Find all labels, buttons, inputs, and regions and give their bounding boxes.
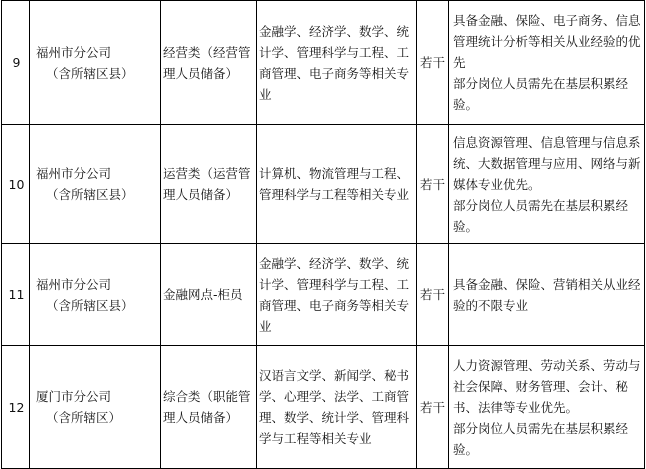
city-scope: （含所辖区县） (46, 65, 134, 81)
requirement-cell (449, 346, 645, 469)
table-row (2, 125, 645, 244)
row-index: 9 (2, 1, 30, 125)
city-name: 福州市分公司 (36, 44, 112, 60)
post-cell: 金融网点-柜员 (161, 244, 257, 346)
post-cell: 综合类（职能管理人员储备） (161, 346, 257, 469)
requirement-cell (449, 125, 645, 244)
requirement-note: 部分岗位人员需先在基层积累经验。 (453, 420, 629, 457)
requirement-note: 部分岗位人员需先在基层积累经验。 (453, 197, 629, 234)
headcount-cell: 若干 (417, 346, 449, 469)
headcount-cell: 若干 (417, 244, 449, 346)
city-name: 福州市分公司 (36, 166, 112, 181)
city-cell (30, 125, 161, 244)
post-cell: 经营类（经营管理人员储备） (161, 1, 257, 125)
headcount-cell: 若干 (417, 125, 449, 244)
requirement-cell (449, 1, 645, 125)
row-index: 12 (2, 346, 30, 469)
city-name: 厦门市分公司 (36, 389, 112, 404)
city-cell (30, 1, 161, 125)
requirement-text: 信息资源管理、信息管理与信息系统、大数据管理与应用、网络与新媒体专业优先。 (453, 134, 641, 192)
city-cell (30, 244, 161, 346)
city-scope: （含所辖区县） (46, 297, 134, 313)
table-row (2, 1, 645, 125)
row-index: 11 (2, 244, 30, 346)
requirement-text: 具备金融、保险、电子商务、信息管理统计分析等相关从业经验的优先 (453, 13, 641, 70)
city-name: 福州市分公司 (36, 276, 112, 292)
post-cell: 运营类（运营管理人员储备） (161, 125, 257, 244)
requirement-note: 部分岗位人员需先在基层积累经验。 (453, 76, 629, 112)
requirement-text: 人力资源管理、劳动关系、劳动与社会保障、财务管理、会计、秘书、法律等专业优先。 (453, 357, 641, 415)
city-cell (30, 346, 161, 469)
table-row (2, 244, 645, 346)
major-cell: 计算机、物流管理与工程、管理科学与工程等相关专业 (257, 125, 417, 244)
row-index: 10 (2, 125, 30, 244)
major-cell: 金融学、经济学、数学、统计学、管理科学与工程、工商管理、电子商务等相关专业 (257, 1, 417, 125)
city-scope: （含所辖区） (46, 410, 122, 425)
major-cell: 汉语言文学、新闻学、秘书学、心理学、法学、工商管理、数学、统计学、管理科学与工程等相关专业 (257, 346, 417, 469)
city-scope: （含所辖区县） (46, 187, 134, 202)
requirement-text: 具备金融、保险、营销相关从业经验的不限专业 (453, 276, 641, 313)
table-row (2, 346, 645, 469)
headcount-cell: 若干 (417, 1, 449, 125)
job-table (1, 0, 645, 469)
requirement-cell (449, 244, 645, 346)
major-cell: 金融学、经济学、数学、统计学、管理科学与工程、工商管理、电子商务等相关专业 (257, 244, 417, 346)
